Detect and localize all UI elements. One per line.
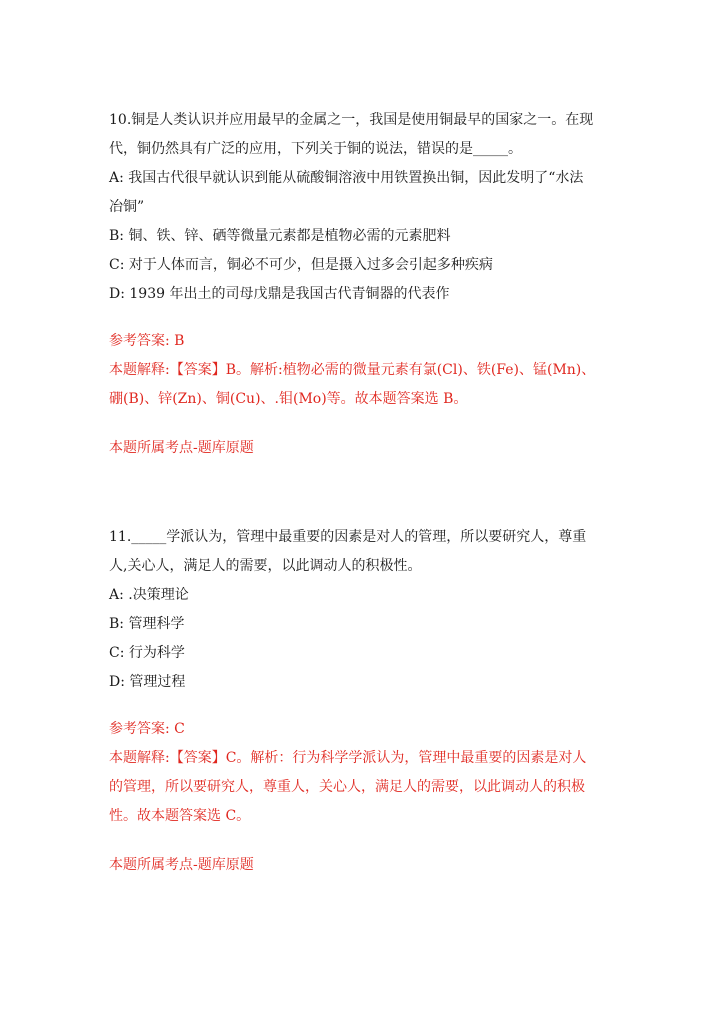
option-d: D: 1939 年出土的司母戊鼎是我国古代青铜器的代表作 [109,286,450,302]
source-note: 本题所属考点-题库原题 [109,857,254,873]
source-note: 本题所属考点-题库原题 [109,440,254,456]
answer-label: 参考答案: B [109,333,185,349]
option-a: A: 我国古代很早就认识到能从硫酸铜溶液中用铁置换出铜，因此发明了“水法 [109,170,584,186]
question-text: 10.铜是人类认识并应用最早的金属之一，我国是使用铜最早的国家之一。在现 [109,112,594,128]
explanation-line: 本题解释:【答案】C。解析：行为科学学派认为，管理中最重要的因素是对人 [109,750,587,766]
question-11 [109,523,619,880]
question-text: 代，铜仍然具有广泛的应用，下列关于铜的说法，错误的是_____。 [109,141,522,157]
explanation-line: 硼(B)、锌(Zn)、铜(Cu)、.钼(Mo)等。故本题答案选 B。 [109,391,468,407]
document-page [109,106,619,880]
option-c: C: 对于人体而言，铜必不可少，但是摄入过多会引起多种疾病 [109,257,493,273]
option-b: B: 管理科学 [109,616,185,632]
question-text: 11._____学派认为，管理中最重要的因素是对人的管理，所以要研究人，尊重 [109,529,587,545]
answer-label: 参考答案: C [109,721,185,737]
question-10 [109,106,619,463]
option-c: C: 行为科学 [109,645,185,661]
explanation-line: 本题解释:【答案】B。解析:植物必需的微量元素有氯(Cl)、铁(Fe)、锰(Mn)、 [109,362,596,378]
option-d: D: 管理过程 [109,674,186,690]
option-a: A: .决策理论 [109,587,189,603]
explanation-line: 的管理，所以要研究人，尊重人，关心人，满足人的需要，以此调动人的积极 [109,779,585,795]
option-b: B: 铜、铁、锌、硒等微量元素都是植物必需的元素肥料 [109,228,451,244]
question-text: 人,关心人，满足人的需要，以此调动人的积极性。 [109,558,422,574]
explanation-line: 性。故本题答案选 C。 [109,808,251,824]
option-a-cont: 冶铜” [109,199,145,215]
